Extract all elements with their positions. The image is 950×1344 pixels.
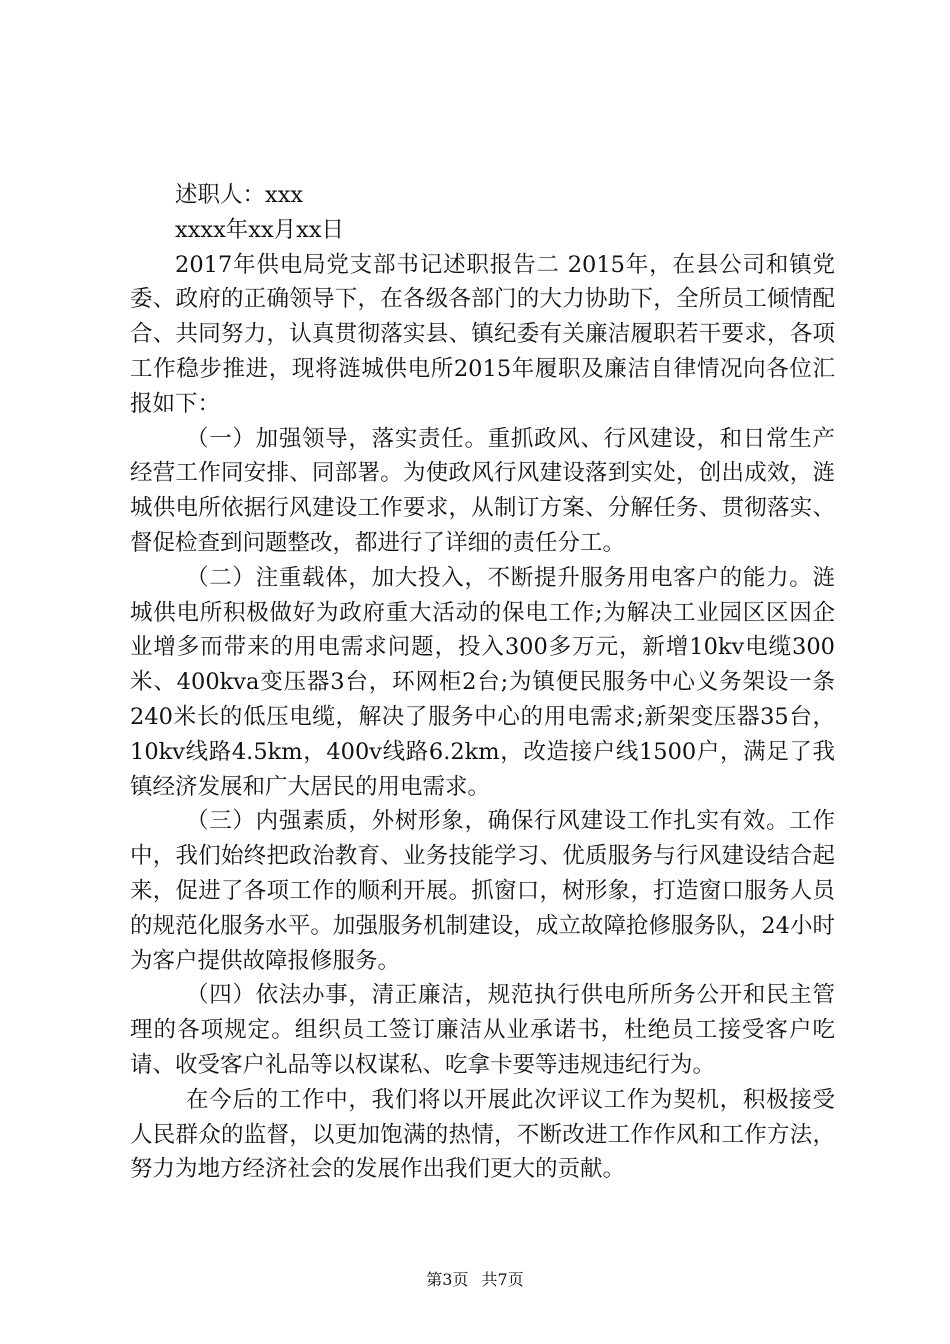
paragraph-conclusion: 在今后的工作中，我们将以开展此次评议工作为契机，积极接受人民群众的监督，以更加饱满的热情，不断改进工作作风和工作方法，努力为地方经济社会的发展作出我们更大的贡献。 — [130, 1086, 835, 1183]
paragraph-section-3: （三）内强素质，外树形象，确保行风建设工作扎实有效。工作中，我们始终把政治教育、业务技能学习、优质服务与行风建设结合起来，促进了各项工作的顺利开展。抓窗口，树形象，打造窗口服务人员的规范化服务水平。加强服务机制建设，成立故障抢修服务队，24小时为客户提供故障报修服务。 — [130, 808, 835, 974]
paragraph-section-2: （二）注重载体，加大投入，不断提升服务用电客户的能力。涟城供电所积极做好为政府重大活动的保电工作;为解决工业园区区因企业增多而带来的用电需求问题，投入300多万元，新增10kv电缆300米、400kva变压器3台，环网柜2台;为镇便民服务中心义务架设一条240米长的低压电缆，解决了服务中心的用电需求;新架变压器35台，10kv线路4.5km，400v线路6.2km，改造接户线1500户，满足了我镇经济发展和广大居民的用电需求。 — [130, 564, 835, 800]
paragraph-section-4: （四）依法办事，清正廉洁，规范执行供电所所务公开和民主管理的各项规定。组织员工签订廉洁从业承诺书，杜绝员工接受客户吃请、收受客户礼品等以权谋私、吃拿卡要等违规违纪行为。 — [130, 982, 835, 1078]
paragraph-intro: 2017年供电局党支部书记述职报告二 2015年，在县公司和镇党委、政府的正确领导下，在各级各部门的大力协助下，全所员工倾情配合、共同努力，认真贯彻落实县、镇纪委有关廉洁履职若干要求，各项工作稳步推进，现将涟城供电所2015年履职及廉洁自律情况向各位汇报如下： — [130, 251, 835, 417]
paragraph-section-1: （一）加强领导，落实责任。重抓政风、行风建设，和日常生产经营工作同安排、同部署。为使政风行风建设落到实处，创出成效，涟城供电所依据行风建设工作要求，从制订方案、分解任务、贯彻落实、督促检查到问题整改，都进行了详细的责任分工。 — [130, 425, 835, 556]
page-footer — [0, 1270, 950, 1290]
page-number-current: 第3页 — [426, 1270, 469, 1289]
signatory-line: 述职人：xxx — [175, 182, 304, 208]
document-body — [130, 178, 835, 1187]
date-line: xxxx年xx月xx日 — [175, 216, 345, 243]
page-number-total: 共7页 — [481, 1270, 524, 1289]
